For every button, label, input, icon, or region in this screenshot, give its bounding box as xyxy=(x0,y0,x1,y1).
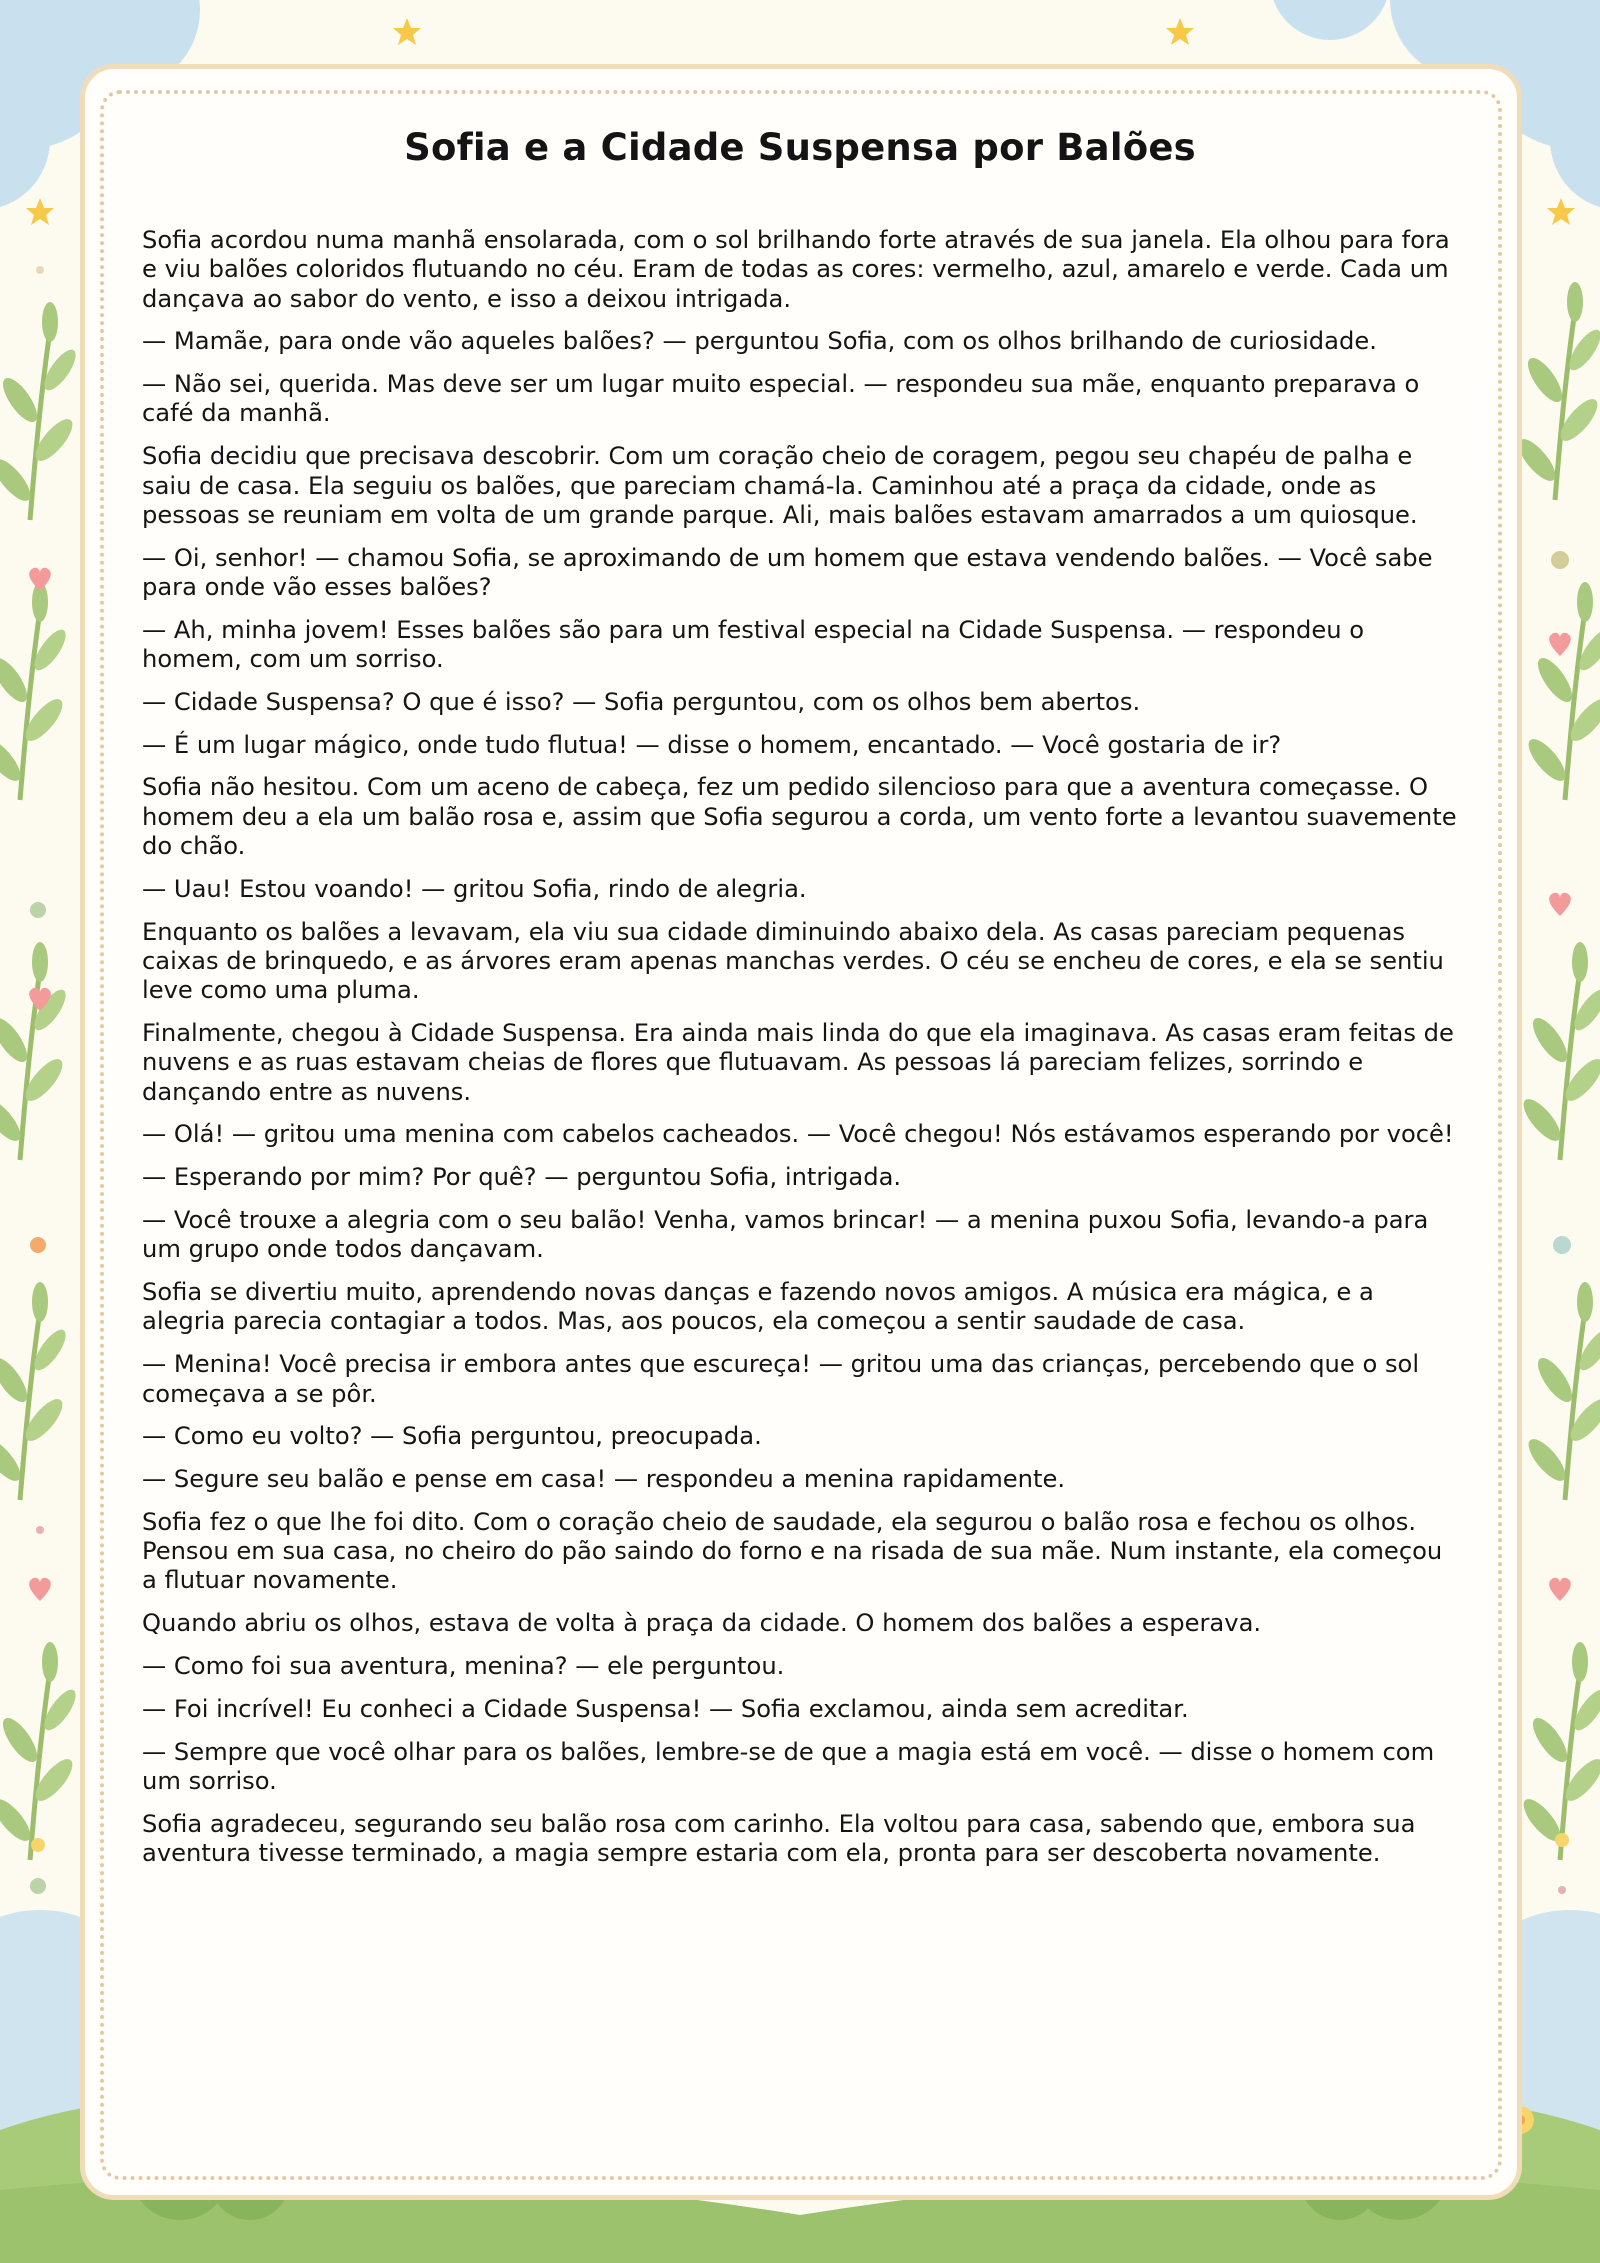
story-title: Sofia e a Cidade Suspensa por Balões xyxy=(404,126,1196,169)
story-paragraph: Sofia agradeceu, segurando seu balão rosa com carinho. Ela voltou para casa, sabendo que, embora sua aventura tivesse terminado, a magia sempre estaria com ela, pronta para ser descoberta novamente. xyxy=(142,1809,1416,1868)
story-paragraph: Sofia se divertiu muito, aprendendo novas danças e fazendo novos amigos. A música era mágica, e a alegria parecia contagiar a todos. Mas, aos poucos, ela começou a sentir saudade de casa. xyxy=(142,1278,1374,1336)
story-body xyxy=(142,226,1458,1882)
story-paragraph: Sofia fez o que lhe foi dito. Com o coração cheio de saudade, ela segurou o balão rosa e fechou os olhos. Pensou em sua casa, no cheiro do pão saindo do forno e na risada de sua mãe. Num instante, ela começou a flutuar novamente. xyxy=(142,1507,1443,1595)
story-paragraph: — Sempre que você olhar para os balões, lembre-se de que a magia está em você. — disse o homem com um sorriso. xyxy=(142,1737,1435,1795)
story-paragraph: Finalmente, chegou à Cidade Suspensa. Era ainda mais linda do que ela imaginava. As casas eram feitas de nuvens e as ruas estavam cheias de flores que flutuavam. As pessoas lá pareciam felizes, sorrindo e dançando entre as nuvens. xyxy=(142,1019,1454,1106)
story-paragraph: — Menina! Você precisa ir embora antes que escureça! — gritou uma das crianças, percebendo que o sol começava a se pôr. xyxy=(142,1350,1420,1408)
story-paragraph: — Ah, minha jovem! Esses balões são para um festival especial na Cidade Suspensa. — respondeu o homem, com um sorriso. xyxy=(142,615,1365,674)
story-paragraph: — Uau! Estou voando! — gritou Sofia, rindo de alegria. xyxy=(142,874,807,903)
story-paragraph: — Oi, senhor! — chamou Sofia, se aproximando de um homem que estava vendendo balões. — Você sabe para onde vão esses balões? xyxy=(142,543,1433,601)
story-paragraph: Sofia decidiu que precisava descobrir. Com um coração cheio de coragem, pegou seu chapéu de palha e saiu de casa. Ela seguiu os balões, que pareciam chamá-la. Caminhou até a praça da cidade, onde as pessoas se reuniam em volta de um grande parque. Ali, mais balões estavam amarrados a um quiosque. xyxy=(142,442,1418,529)
story-paragraph: — Mamãe, para onde vão aqueles balões? — perguntou Sofia, com os olhos brilhando de curiosidade. xyxy=(142,327,1377,356)
story-paragraph: — Não sei, querida. Mas deve ser um lugar muito especial. — respondeu sua mãe, enquanto preparava o café da manhã. xyxy=(142,370,1420,428)
story-paragraph: Enquanto os balões a levavam, ela viu sua cidade diminuindo abaixo dela. As casas pareciam pequenas caixas de brinquedo, e as árvores eram apenas manchas verdes. O céu se encheu de cores, e ela se sentiu leve como uma pluma. xyxy=(142,917,1444,1005)
story-paragraph: Sofia não hesitou. Com um aceno de cabeça, fez um pedido silencioso para que a aventura começasse. O homem deu a ela um balão rosa e, assim que Sofia segurou a corda, um vento forte a levantou suavemente do chão. xyxy=(142,773,1457,861)
story-paragraph: Sofia acordou numa manhã ensolarada, com o sol brilhando forte através de sua janela. Ela olhou para fora e viu balões coloridos flutuando no céu. Eram de todas as cores: vermelho, azul, amarelo e verde. Cada um dançava ao sabor do vento, e isso a deixou intrigada. xyxy=(142,226,1450,313)
story-paragraph: — Segure seu balão e pense em casa! — respondeu a menina rapidamente. xyxy=(142,1465,1066,1494)
story-paragraph: — Foi incrível! Eu conheci a Cidade Suspensa! — Sofia exclamou, ainda sem acreditar. xyxy=(142,1694,1189,1723)
story-paragraph: — Cidade Suspensa? O que é isso? — Sofia perguntou, com os olhos bem abertos. xyxy=(142,687,1141,716)
story-paragraph: — Como eu volto? — Sofia perguntou, preocupada. xyxy=(142,1422,762,1451)
story-paragraph: Quando abriu os olhos, estava de volta à praça da cidade. O homem dos balões a esperava. xyxy=(142,1609,1262,1638)
story-paragraph: — Esperando por mim? Por quê? — perguntou Sofia, intrigada. xyxy=(142,1163,902,1192)
story-paragraph: — É um lugar mágico, onde tudo flutua! — disse o homem, encantado. — Você gostaria de ir? xyxy=(142,730,1282,759)
story-paragraph: — Olá! — gritou uma menina com cabelos cacheados. — Você chegou! Nós estávamos esperando por você! xyxy=(142,1120,1454,1149)
story-paragraph: — Como foi sua aventura, menina? — ele perguntou. xyxy=(142,1652,785,1681)
story-paragraph: — Você trouxe a alegria com o seu balão! Venha, vamos brincar! — a menina puxou Sofia, levando-a para um grupo onde todos dançavam. xyxy=(142,1206,1429,1264)
